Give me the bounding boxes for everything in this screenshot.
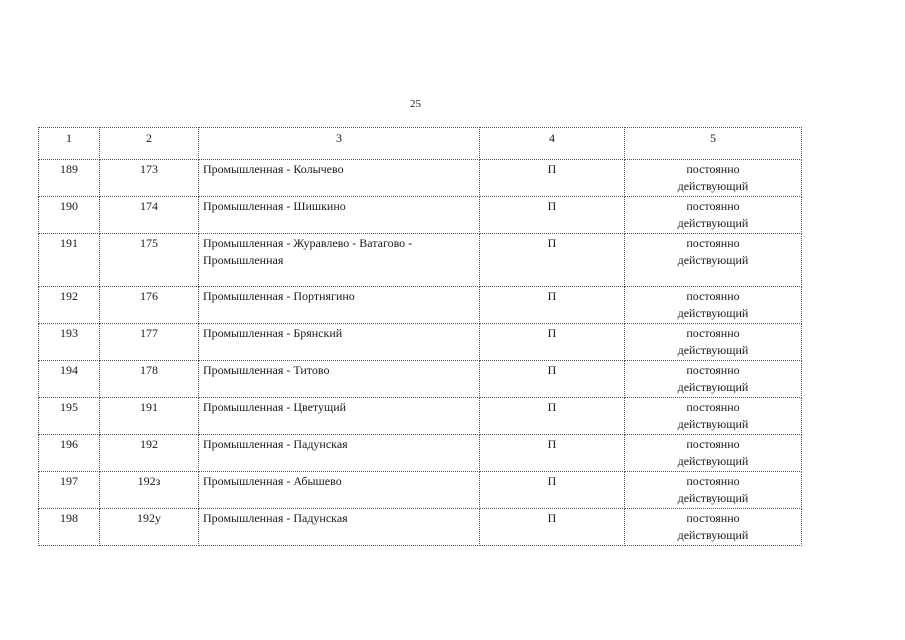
route-mode-cell: [625, 435, 802, 472]
column-header: 5: [625, 128, 802, 160]
mode-line: постоянно: [686, 236, 740, 250]
route-mode-cell: [625, 160, 802, 197]
column-header: 3: [199, 128, 480, 160]
mode-line: действующий: [677, 528, 749, 542]
row-number-cell: 194: [39, 361, 100, 398]
route-mode-cell: [625, 472, 802, 509]
route-number-cell: 192з: [100, 472, 199, 509]
route-mode-cell: [625, 234, 802, 287]
route-number-cell: 175: [100, 234, 199, 287]
table-row: [39, 435, 802, 472]
mode-line: действующий: [677, 417, 749, 431]
row-number-cell: 198: [39, 509, 100, 546]
table-row: [39, 234, 802, 287]
table-row: [39, 197, 802, 234]
route-type-cell: П: [480, 287, 625, 324]
route-type-cell: П: [480, 234, 625, 287]
mode-line: постоянно: [686, 511, 740, 525]
column-header: 4: [480, 128, 625, 160]
row-number-cell: 192: [39, 287, 100, 324]
route-number-cell: 177: [100, 324, 199, 361]
mode-line: постоянно: [686, 162, 740, 176]
route-type-cell: П: [480, 472, 625, 509]
mode-line: действующий: [677, 253, 749, 267]
table-row: [39, 398, 802, 435]
route-name-cell: Промышленная - Колычево: [199, 160, 480, 197]
row-number-cell: 197: [39, 472, 100, 509]
route-type-cell: П: [480, 398, 625, 435]
route-mode-cell: [625, 361, 802, 398]
route-type-cell: П: [480, 361, 625, 398]
route-name-cell: Промышленная - Абышево: [199, 472, 480, 509]
row-number-cell: 195: [39, 398, 100, 435]
column-header: 1: [39, 128, 100, 160]
table-row: [39, 361, 802, 398]
mode-line: действующий: [677, 179, 749, 193]
table-header-row: [39, 128, 802, 160]
mode-line: действующий: [677, 454, 749, 468]
route-name-cell: Промышленная - Журавлево - Ватагово - Промышленная: [199, 234, 480, 287]
mode-line: постоянно: [686, 474, 740, 488]
route-type-cell: П: [480, 509, 625, 546]
route-number-cell: 174: [100, 197, 199, 234]
route-name-cell: Промышленная - Портнягино: [199, 287, 480, 324]
mode-line: действующий: [677, 306, 749, 320]
route-name-cell: Промышленная - Падунская: [199, 435, 480, 472]
mode-line: действующий: [677, 380, 749, 394]
mode-line: постоянно: [686, 437, 740, 451]
mode-line: постоянно: [686, 199, 740, 213]
route-number-cell: 178: [100, 361, 199, 398]
table-row: [39, 324, 802, 361]
row-number-cell: 196: [39, 435, 100, 472]
routes-table: [38, 127, 802, 546]
route-mode-cell: [625, 398, 802, 435]
route-type-cell: П: [480, 324, 625, 361]
mode-line: действующий: [677, 491, 749, 505]
route-mode-cell: [625, 509, 802, 546]
mode-line: действующий: [677, 343, 749, 357]
route-name-cell: Промышленная - Титово: [199, 361, 480, 398]
mode-line: постоянно: [686, 326, 740, 340]
route-number-cell: 192: [100, 435, 199, 472]
page-number: 25: [410, 98, 421, 110]
row-number-cell: 193: [39, 324, 100, 361]
row-number-cell: 190: [39, 197, 100, 234]
route-number-cell: 191: [100, 398, 199, 435]
row-number-cell: 191: [39, 234, 100, 287]
table-row: [39, 160, 802, 197]
route-name-cell: Промышленная - Цветущий: [199, 398, 480, 435]
route-number-cell: 176: [100, 287, 199, 324]
route-mode-cell: [625, 197, 802, 234]
route-type-cell: П: [480, 160, 625, 197]
table-row: [39, 472, 802, 509]
table-row: [39, 509, 802, 546]
mode-line: действующий: [677, 216, 749, 230]
route-type-cell: П: [480, 197, 625, 234]
mode-line: постоянно: [686, 289, 740, 303]
mode-line: постоянно: [686, 400, 740, 414]
column-header: 2: [100, 128, 199, 160]
route-name-cell: Промышленная - Шишкино: [199, 197, 480, 234]
route-type-cell: П: [480, 435, 625, 472]
route-name-cell: Промышленная - Брянский: [199, 324, 480, 361]
route-name-cell: Промышленная - Падунская: [199, 509, 480, 546]
route-mode-cell: [625, 287, 802, 324]
route-number-cell: 192у: [100, 509, 199, 546]
route-mode-cell: [625, 324, 802, 361]
route-number-cell: 173: [100, 160, 199, 197]
mode-line: постоянно: [686, 363, 740, 377]
table-row: [39, 287, 802, 324]
row-number-cell: 189: [39, 160, 100, 197]
